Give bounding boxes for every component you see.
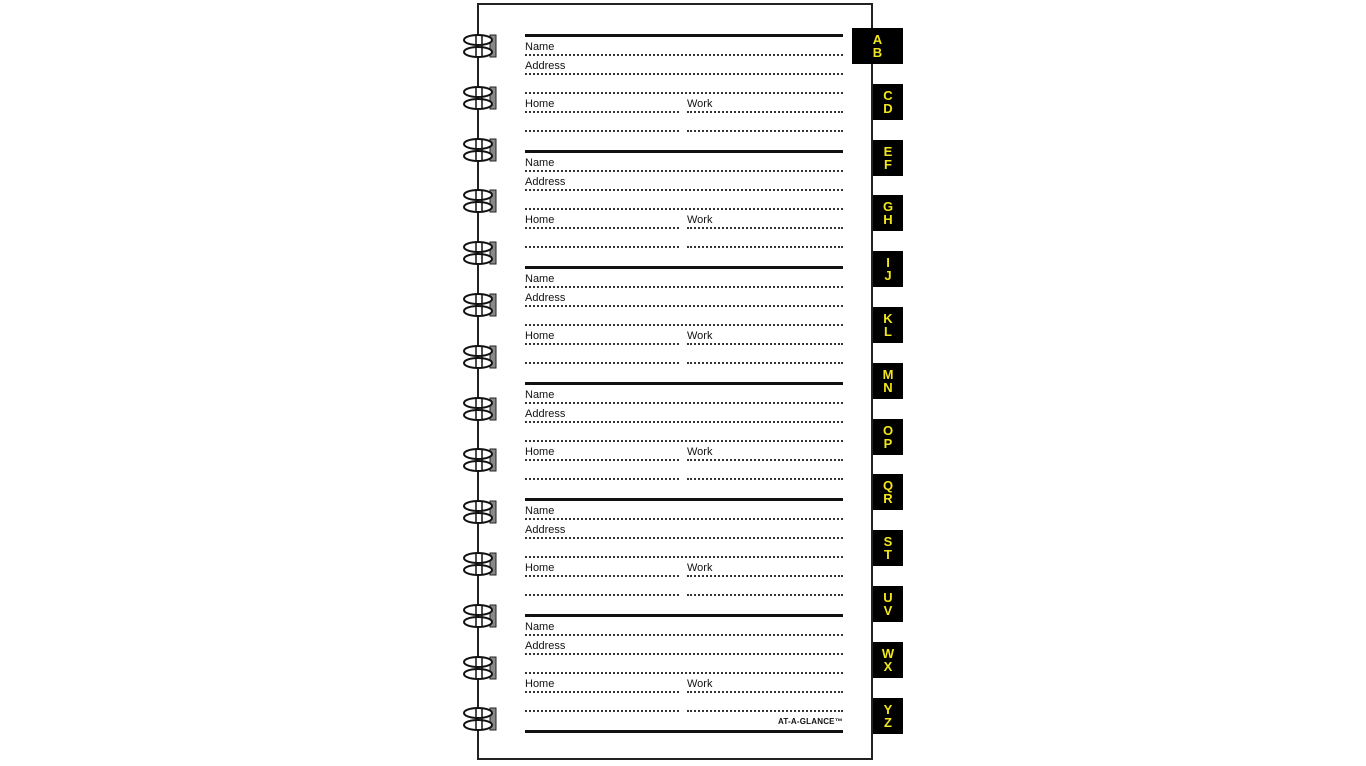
home-phone-line[interactable] bbox=[525, 343, 679, 345]
name-label: Name bbox=[525, 41, 555, 53]
tab-ab[interactable] bbox=[852, 28, 903, 64]
work-label: Work bbox=[687, 446, 713, 458]
home-extra-line[interactable] bbox=[525, 246, 679, 248]
work-phone-line[interactable] bbox=[687, 111, 843, 113]
entry-rule bbox=[525, 382, 843, 385]
work-phone-line[interactable] bbox=[687, 575, 843, 577]
tab-letter-bottom: D bbox=[883, 100, 893, 116]
tab-letter-bottom: H bbox=[883, 212, 893, 228]
tab-mn[interactable] bbox=[873, 363, 903, 399]
bottom-rule bbox=[525, 730, 843, 733]
tab-letter-top: S bbox=[883, 534, 893, 550]
work-label: Work bbox=[687, 562, 713, 574]
home-extra-line[interactable] bbox=[525, 478, 679, 480]
entry-rule bbox=[525, 614, 843, 617]
tab-letter-top: Q bbox=[882, 478, 894, 494]
home-label: Home bbox=[525, 678, 555, 690]
entry-rule bbox=[525, 498, 843, 501]
entry-rule bbox=[525, 266, 843, 269]
spiral-ring bbox=[462, 602, 498, 630]
work-label: Work bbox=[687, 330, 713, 342]
work-extra-line[interactable] bbox=[687, 362, 843, 364]
work-phone-line[interactable] bbox=[687, 459, 843, 461]
home-phone-line[interactable] bbox=[525, 575, 679, 577]
address-entry bbox=[525, 34, 843, 144]
address-entry bbox=[525, 266, 843, 376]
tab-wx[interactable] bbox=[873, 642, 903, 678]
spiral-ring bbox=[462, 291, 498, 319]
work-phone-line[interactable] bbox=[687, 227, 843, 229]
address-label: Address bbox=[525, 292, 566, 304]
home-phone-line[interactable] bbox=[525, 459, 679, 461]
home-phone-line[interactable] bbox=[525, 691, 679, 693]
tab-letter-top: M bbox=[882, 366, 894, 382]
address-line[interactable] bbox=[525, 421, 843, 423]
tab-letter-top: A bbox=[872, 32, 883, 47]
tab-ij[interactable] bbox=[873, 251, 903, 287]
address-line-2[interactable] bbox=[525, 324, 843, 326]
spiral-ring bbox=[462, 136, 498, 164]
home-label: Home bbox=[525, 214, 555, 226]
spiral-ring bbox=[462, 498, 498, 526]
work-label: Work bbox=[687, 214, 713, 226]
tab-letter-top: W bbox=[881, 645, 895, 661]
work-label: Work bbox=[687, 678, 713, 690]
work-extra-line[interactable] bbox=[687, 246, 843, 248]
address-line-2[interactable] bbox=[525, 672, 843, 674]
spiral-ring bbox=[462, 705, 498, 733]
name-line[interactable] bbox=[525, 402, 843, 404]
address-line[interactable] bbox=[525, 73, 843, 75]
name-line[interactable] bbox=[525, 286, 843, 288]
address-line[interactable] bbox=[525, 653, 843, 655]
home-phone-line[interactable] bbox=[525, 111, 679, 113]
home-label: Home bbox=[525, 446, 555, 458]
tab-ef[interactable] bbox=[873, 140, 903, 176]
name-label: Name bbox=[525, 157, 555, 169]
address-entry bbox=[525, 150, 843, 260]
tab-letter-bottom: N bbox=[883, 379, 893, 395]
tab-letter-bottom: B bbox=[872, 45, 883, 60]
address-label: Address bbox=[525, 640, 566, 652]
tab-letter-top: O bbox=[882, 422, 894, 438]
address-entry bbox=[525, 382, 843, 492]
spiral-ring bbox=[462, 187, 498, 215]
tab-cd[interactable] bbox=[873, 84, 903, 120]
home-extra-line[interactable] bbox=[525, 362, 679, 364]
address-label: Address bbox=[525, 524, 566, 536]
tab-letter-top: I bbox=[886, 255, 890, 271]
spiral-ring bbox=[462, 395, 498, 423]
tab-op[interactable] bbox=[873, 419, 903, 455]
tab-letter-bottom: J bbox=[884, 268, 892, 284]
name-label: Name bbox=[525, 621, 555, 633]
tab-letter-bottom: F bbox=[884, 156, 892, 172]
tab-letter-top: Y bbox=[883, 701, 893, 717]
tab-letter-bottom: P bbox=[883, 435, 893, 451]
tab-letter-top: G bbox=[882, 199, 894, 215]
tab-gh[interactable] bbox=[873, 195, 903, 231]
address-label: Address bbox=[525, 60, 566, 72]
work-extra-line[interactable] bbox=[687, 478, 843, 480]
tab-kl[interactable] bbox=[873, 307, 903, 343]
tab-letter-bottom: X bbox=[883, 658, 893, 674]
name-line[interactable] bbox=[525, 518, 843, 520]
tab-qr[interactable] bbox=[873, 474, 903, 510]
address-line-2[interactable] bbox=[525, 208, 843, 210]
work-phone-line[interactable] bbox=[687, 691, 843, 693]
brand-logo: AT-A-GLANCE™ bbox=[778, 717, 843, 726]
address-line-2[interactable] bbox=[525, 556, 843, 558]
address-label: Address bbox=[525, 408, 566, 420]
home-phone-line[interactable] bbox=[525, 227, 679, 229]
spiral-ring bbox=[462, 84, 498, 112]
work-label: Work bbox=[687, 98, 713, 110]
name-label: Name bbox=[525, 505, 555, 517]
name-label: Name bbox=[525, 389, 555, 401]
home-extra-line[interactable] bbox=[525, 710, 679, 712]
address-line-2[interactable] bbox=[525, 92, 843, 94]
tab-yz[interactable] bbox=[873, 698, 903, 734]
address-line[interactable] bbox=[525, 537, 843, 539]
tab-st[interactable] bbox=[873, 530, 903, 566]
address-entry bbox=[525, 498, 843, 608]
tab-letter-bottom: Z bbox=[884, 714, 892, 730]
work-phone-line[interactable] bbox=[687, 343, 843, 345]
name-line[interactable] bbox=[525, 634, 843, 636]
home-label: Home bbox=[525, 330, 555, 342]
tab-letter-top: C bbox=[883, 87, 893, 103]
home-extra-line[interactable] bbox=[525, 130, 679, 132]
work-extra-line[interactable] bbox=[687, 710, 843, 712]
home-extra-line[interactable] bbox=[525, 594, 679, 596]
tab-letter-bottom: T bbox=[884, 547, 892, 563]
spiral-ring bbox=[462, 654, 498, 682]
work-extra-line[interactable] bbox=[687, 130, 843, 132]
tab-letter-bottom: V bbox=[883, 603, 893, 618]
tab-uv[interactable] bbox=[873, 586, 903, 622]
spiral-ring bbox=[462, 550, 498, 578]
name-label: Name bbox=[525, 273, 555, 285]
home-label: Home bbox=[525, 98, 555, 110]
spiral-ring bbox=[462, 32, 498, 60]
tab-letter-top: E bbox=[883, 143, 893, 159]
address-label: Address bbox=[525, 176, 566, 188]
address-line[interactable] bbox=[525, 189, 843, 191]
tab-letter-top: K bbox=[883, 311, 893, 326]
spiral-ring bbox=[462, 446, 498, 474]
name-line[interactable] bbox=[525, 170, 843, 172]
address-line[interactable] bbox=[525, 305, 843, 307]
address-entry bbox=[525, 614, 843, 724]
address-line-2[interactable] bbox=[525, 440, 843, 442]
spiral-ring bbox=[462, 343, 498, 371]
work-extra-line[interactable] bbox=[687, 594, 843, 596]
tab-letter-bottom: R bbox=[883, 491, 893, 507]
tab-letter-bottom: L bbox=[884, 324, 892, 339]
spiral-ring bbox=[462, 239, 498, 267]
name-line[interactable] bbox=[525, 54, 843, 56]
entry-rule bbox=[525, 34, 843, 37]
entry-rule bbox=[525, 150, 843, 153]
tab-letter-top: U bbox=[883, 590, 893, 605]
home-label: Home bbox=[525, 562, 555, 574]
